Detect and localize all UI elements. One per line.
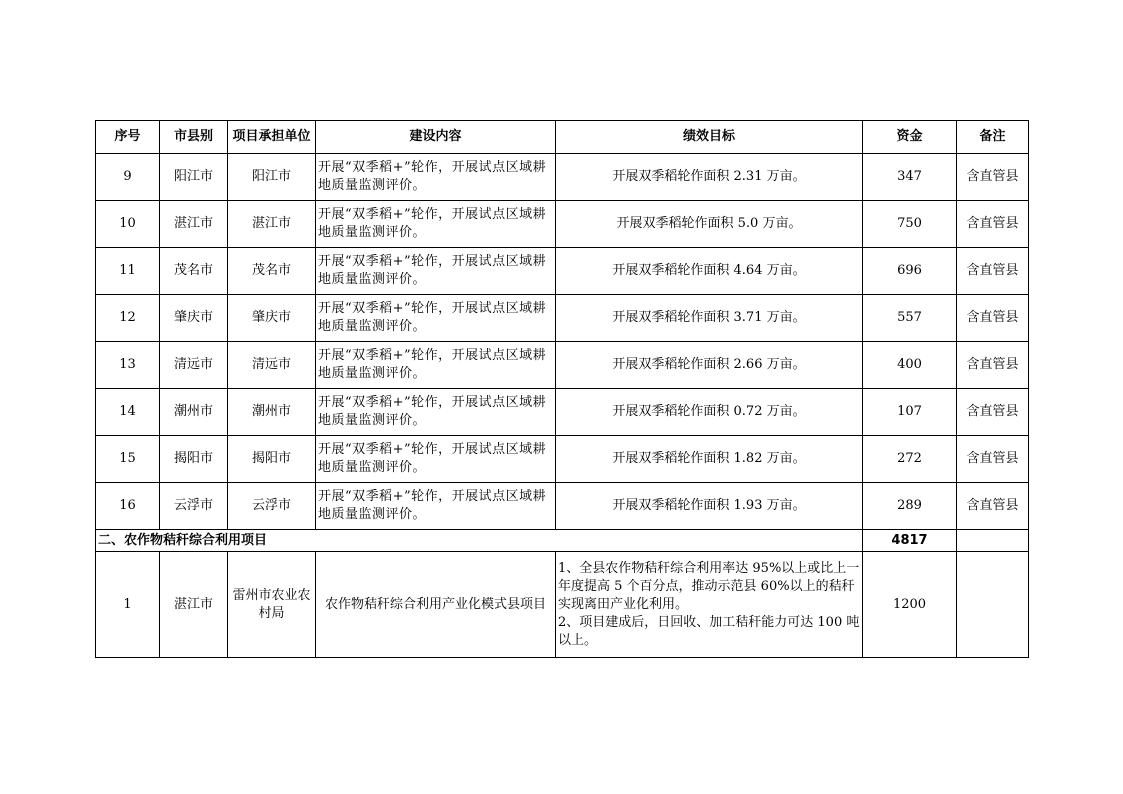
cell-content: 开展“双季稻+”轮作，开展试点区域耕地质量监测评价。: [316, 248, 556, 295]
cell-goal: 开展双季稻轮作面积 2.66 万亩。: [556, 342, 863, 389]
cell-content: 开展“双季稻+”轮作，开展试点区域耕地质量监测评价。: [316, 389, 556, 436]
header-cell-note: 备注: [957, 121, 1029, 154]
header-cell-goal: 绩效目标: [556, 121, 863, 154]
cell-note: 含直管县: [957, 248, 1029, 295]
cell-note: 含直管县: [957, 201, 1029, 248]
cell-fund: 557: [863, 295, 957, 342]
cell-city: 湛江市: [160, 201, 228, 248]
section-row: [96, 530, 1029, 552]
cell-no: 15: [96, 436, 160, 483]
header-cell-fund: 资金: [863, 121, 957, 154]
table-row: [96, 552, 1029, 658]
cell-fund: 289: [863, 483, 957, 530]
cell-unit: 潮州市: [228, 389, 316, 436]
cell-note: 含直管县: [957, 342, 1029, 389]
table-row: [96, 436, 1029, 483]
cell-goal: [556, 552, 863, 658]
table-row: [96, 201, 1029, 248]
cell-note: 含直管县: [957, 483, 1029, 530]
cell-unit: 阳江市: [228, 154, 316, 201]
cell-goal: 开展双季稻轮作面积 4.64 万亩。: [556, 248, 863, 295]
cell-city: 潮州市: [160, 389, 228, 436]
cell-goal: 开展双季稻轮作面积 0.72 万亩。: [556, 389, 863, 436]
cell-fund: 347: [863, 154, 957, 201]
section-note: [957, 530, 1029, 552]
cell-fund: 272: [863, 436, 957, 483]
cell-city: 湛江市: [160, 552, 228, 658]
cell-city: 茂名市: [160, 248, 228, 295]
cell-unit: 雷州市农业农村局: [228, 552, 316, 658]
header-cell-unit: 项目承担单位: [228, 121, 316, 154]
cell-note: [957, 552, 1029, 658]
cell-unit: 湛江市: [228, 201, 316, 248]
cell-no: 11: [96, 248, 160, 295]
cell-no: 10: [96, 201, 160, 248]
cell-city: 肇庆市: [160, 295, 228, 342]
cell-fund: 696: [863, 248, 957, 295]
table-row: [96, 248, 1029, 295]
cell-content: 开展“双季稻+”轮作，开展试点区域耕地质量监测评价。: [316, 201, 556, 248]
cell-goal: 开展双季稻轮作面积 1.93 万亩。: [556, 483, 863, 530]
table-row: [96, 154, 1029, 201]
header-row: [96, 121, 1029, 154]
goal-line-1: 1、全县农作物秸秆综合利用率达 95%以上或比上一年度提高 5 个百分点，推动示范县 60%以上的秸秆实现离田产业化利用。: [558, 560, 860, 612]
cell-fund: 1200: [863, 552, 957, 658]
cell-no: 12: [96, 295, 160, 342]
goal-line-2: 2、项目建成后，日回收、加工秸秆能力可达 100 吨以上。: [558, 614, 860, 648]
cell-no: 13: [96, 342, 160, 389]
cell-city: 揭阳市: [160, 436, 228, 483]
cell-content: 开展“双季稻+”轮作，开展试点区域耕地质量监测评价。: [316, 436, 556, 483]
cell-no: 16: [96, 483, 160, 530]
cell-city: 清远市: [160, 342, 228, 389]
table-row: [96, 342, 1029, 389]
cell-note: 含直管县: [957, 295, 1029, 342]
cell-unit: 揭阳市: [228, 436, 316, 483]
header-cell-city: 市县别: [160, 121, 228, 154]
cell-content: 农作物秸秆综合利用产业化模式县项目: [316, 552, 556, 658]
section-title: 二、农作物秸秆综合利用项目: [96, 530, 863, 552]
cell-city: 阳江市: [160, 154, 228, 201]
header-cell-content: 建设内容: [316, 121, 556, 154]
cell-content: 开展“双季稻+”轮作，开展试点区域耕地质量监测评价。: [316, 483, 556, 530]
cell-goal: 开展双季稻轮作面积 3.71 万亩。: [556, 295, 863, 342]
cell-goal: 开展双季稻轮作面积 1.82 万亩。: [556, 436, 863, 483]
section-total: 4817: [863, 530, 957, 552]
cell-content: 开展“双季稻+”轮作，开展试点区域耕地质量监测评价。: [316, 342, 556, 389]
cell-content: 开展“双季稻+”轮作，开展试点区域耕地质量监测评价。: [316, 154, 556, 201]
project-table: [95, 120, 1029, 658]
cell-content: 开展“双季稻+”轮作，开展试点区域耕地质量监测评价。: [316, 295, 556, 342]
cell-goal: 开展双季稻轮作面积 5.0 万亩。: [556, 201, 863, 248]
cell-unit: 云浮市: [228, 483, 316, 530]
cell-unit: 肇庆市: [228, 295, 316, 342]
cell-fund: 400: [863, 342, 957, 389]
cell-no: 9: [96, 154, 160, 201]
cell-no: 1: [96, 552, 160, 658]
cell-no: 14: [96, 389, 160, 436]
table-row: [96, 483, 1029, 530]
cell-note: 含直管县: [957, 436, 1029, 483]
cell-note: 含直管县: [957, 154, 1029, 201]
table-row: [96, 389, 1029, 436]
cell-unit: 清远市: [228, 342, 316, 389]
cell-city: 云浮市: [160, 483, 228, 530]
table-row: [96, 295, 1029, 342]
header-cell-no: 序号: [96, 121, 160, 154]
cell-note: 含直管县: [957, 389, 1029, 436]
cell-fund: 750: [863, 201, 957, 248]
cell-goal: 开展双季稻轮作面积 2.31 万亩。: [556, 154, 863, 201]
cell-unit: 茂名市: [228, 248, 316, 295]
cell-fund: 107: [863, 389, 957, 436]
